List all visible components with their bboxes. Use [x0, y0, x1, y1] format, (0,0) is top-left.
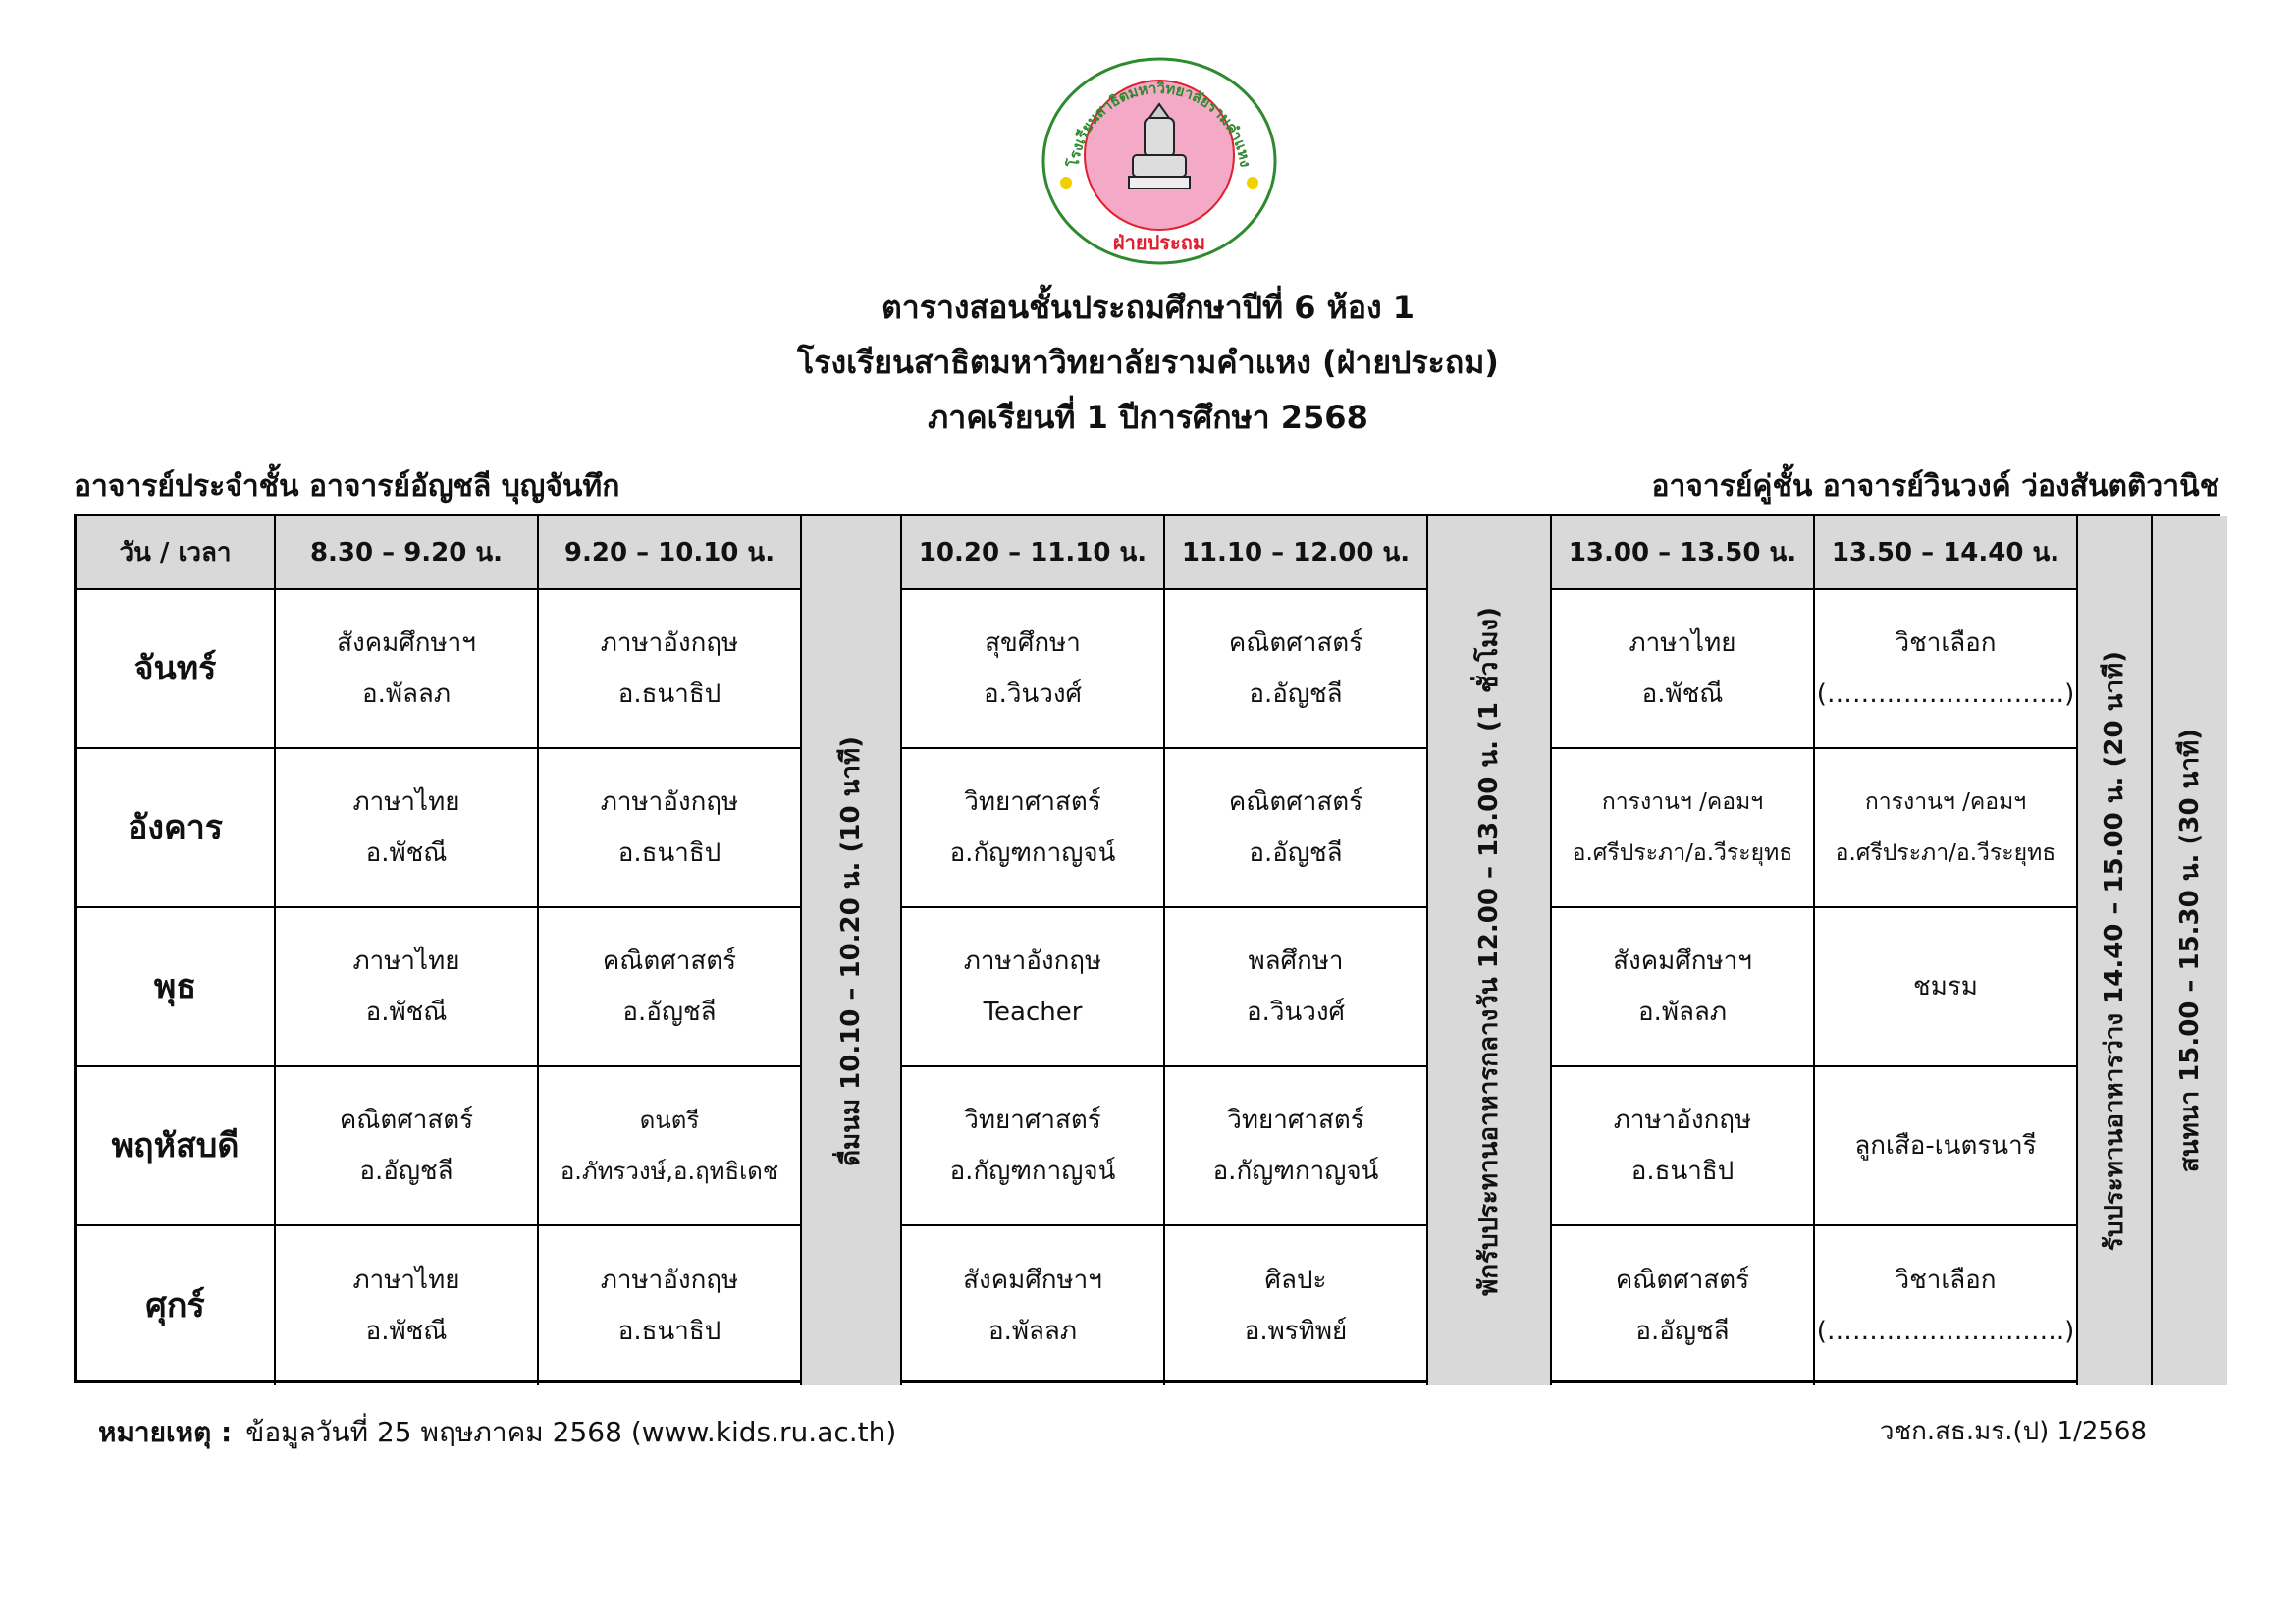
title-block [0, 280, 2296, 445]
day-thursday: พฤหัสบดี [77, 1067, 276, 1226]
table-cell: ดนตรี อ.ภัทรวงษ์,อ.ฤทธิเดช [539, 1067, 802, 1226]
school-name: โรงเรียนสาธิตมหาวิทยาลัยรามคำแหง (ฝ่ายประถม) [797, 344, 1499, 381]
page-title: ตารางสอนชั้นประถมศึกษาปีที่ 6 ห้อง 1 [881, 289, 1415, 326]
table-cell: สังคมศึกษาฯ อ.พัลลภ [276, 590, 539, 749]
table-cell: ภาษาอังกฤษ อ.ธนาธิป [539, 749, 802, 908]
table-cell: คณิตศาสตร์ อ.อัญชลี [1165, 590, 1428, 749]
note-text: ข้อมูลวันที่ 25 พฤษภาคม 2568 (www.kids.ru.ac.th) [245, 1416, 897, 1448]
table-cell: สังคมศึกษาฯ อ.พัลลภ [1552, 908, 1815, 1067]
homeroom-teacher: อาจารย์ประจำชั้น อาจารย์อัญชลี บุญจันทึก [74, 469, 620, 504]
table-cell: ภาษาอังกฤษ อ.ธนาธิป [539, 1226, 802, 1385]
break-milk: ดื่มนม 10.10 – 10.20 น. (10 นาที) [802, 516, 902, 1385]
note-label: หมายเหตุ : [98, 1416, 233, 1448]
term-line: ภาคเรียนที่ 1 ปีการศึกษา 2568 [928, 399, 1368, 436]
co-teacher: อาจารย์คู่ชั้น อาจารย์วินวงค์ ว่องสันตติวานิช [1651, 469, 2219, 504]
table-cell: ศิลปะ อ.พรทิพย์ [1165, 1226, 1428, 1385]
logo-bottom-text: ฝ่ายประถม [1112, 231, 1206, 254]
header-period-6: 13.50 – 14.40 น. [1815, 516, 2078, 590]
break-lunch: พักรับประทานอาหารกลางวัน 12.00 – 13.00 น. (1 ชั่วโมง) [1428, 516, 1552, 1385]
table-cell: การงานฯ /คอมฯ อ.ศรีประภา/อ.วีระยุทธ [1815, 749, 2078, 908]
table-cell: ชมรม [1815, 908, 2078, 1067]
table-cell: ภาษาอังกฤษ อ.ธนาธิป [1552, 1067, 1815, 1226]
table-cell: สังคมศึกษาฯ อ.พัลลภ [902, 1226, 1165, 1385]
break-chat: สนทนา 15.00 – 15.30 น. (30 นาที) [2153, 516, 2227, 1385]
day-monday: จันทร์ [77, 590, 276, 749]
day-wednesday: พุธ [77, 908, 276, 1067]
table-cell: การงานฯ /คอมฯ อ.ศรีประภา/อ.วีระยุทธ [1552, 749, 1815, 908]
table-cell: วิชาเลือก (……………………….) [1815, 1226, 2078, 1385]
table-cell: คณิตศาสตร์ อ.อัญชลี [276, 1067, 539, 1226]
footer-note [98, 1411, 896, 1454]
flower-icon [1060, 177, 1072, 189]
header-period-5: 13.00 – 13.50 น. [1552, 516, 1815, 590]
header-period-3: 10.20 – 11.10 น. [902, 516, 1165, 590]
table-cell: ภาษาไทย อ.พัชณี [276, 908, 539, 1067]
day-tuesday: อังคาร [77, 749, 276, 908]
day-friday: ศุกร์ [77, 1226, 276, 1385]
table-cell: วิทยาศาสตร์ อ.กัญฑกาญจน์ [902, 749, 1165, 908]
table-cell: วิทยาศาสตร์ อ.กัญฑกาญจน์ [902, 1067, 1165, 1226]
table-cell: ภาษาอังกฤษ อ.ธนาธิป [539, 590, 802, 749]
table-cell: ภาษาไทย อ.พัชณี [276, 1226, 539, 1385]
header-period-1: 8.30 – 9.20 น. [276, 516, 539, 590]
table-cell: พลศึกษา อ.วินวงศ์ [1165, 908, 1428, 1067]
table-cell: ภาษาไทย อ.พัชณี [276, 749, 539, 908]
header-period-4: 11.10 – 12.00 น. [1165, 516, 1428, 590]
logo-arc-text: โรงเรียนสาธิตมหาวิทยาลัยรามคำแหง [1064, 79, 1255, 169]
table-cell: ภาษาไทย อ.พัชณี [1552, 590, 1815, 749]
table-cell: ภาษาอังกฤษ Teacher [902, 908, 1165, 1067]
table-cell: สุขศึกษา อ.วินวงศ์ [902, 590, 1165, 749]
header-day-time: วัน / เวลา [77, 516, 276, 590]
table-cell: ลูกเสือ-เนตรนารี [1815, 1067, 2078, 1226]
timetable [74, 514, 2220, 1383]
table-cell: คณิตศาสตร์ อ.อัญชลี [1552, 1226, 1815, 1385]
table-cell: คณิตศาสตร์ อ.อัญชลี [539, 908, 802, 1067]
flower-icon [1247, 177, 1258, 189]
header-period-2: 9.20 – 10.10 น. [539, 516, 802, 590]
table-cell: วิทยาศาสตร์ อ.กัญฑกาญจน์ [1165, 1067, 1428, 1226]
table-cell: คณิตศาสตร์ อ.อัญชลี [1165, 749, 1428, 908]
doc-code: วชก.สธ.มร.(ป) 1/2568 [1879, 1417, 2147, 1446]
break-snack: รับประทานอาหารว่าง 14.40 – 15.00 น. (20 นาที) [2078, 516, 2153, 1385]
school-logo [1041, 57, 1278, 265]
table-cell: วิชาเลือก (…………………….…) [1815, 590, 2078, 749]
